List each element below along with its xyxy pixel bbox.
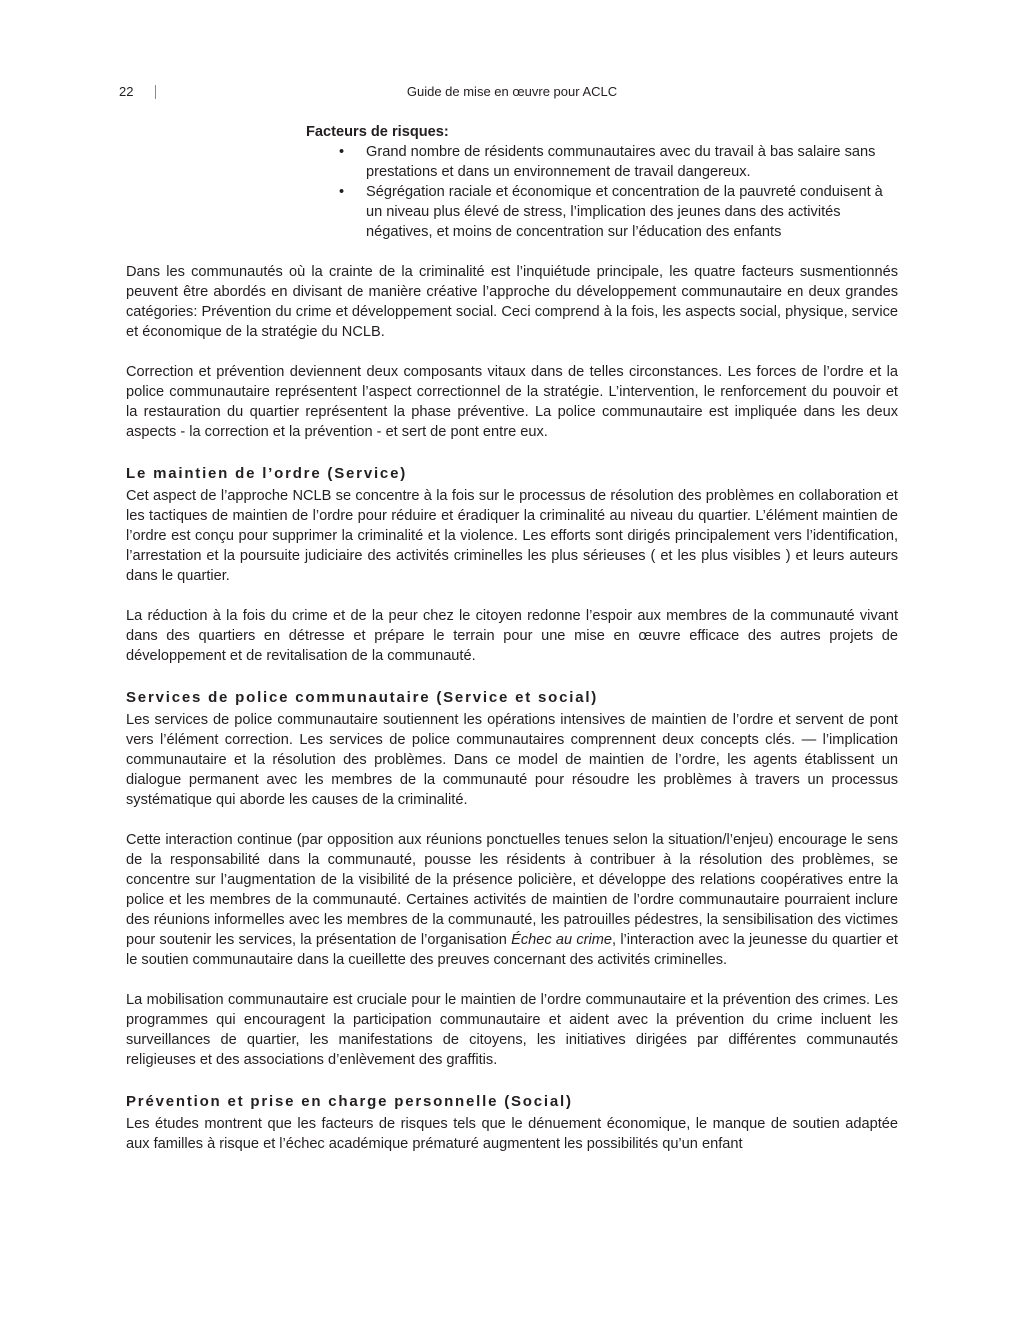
section-paragraph: Cet aspect de l’approche NCLB se concentre à la fois sur le processus de résolution des problèmes en collaboration et les tactiques de maintien de l’ordre pour réduire et éradiquer la criminalité au niveau du quartier. L’élément maintien de l’ordre est conçu pour supprimer la criminalité et la violence. Les efforts sont dirigés principalement vers l’identification, l’arrestation et la poursuite judiciaire des activités criminelles les plus sérieuses ( et les plus visibles ) et leurs auteurs dans le quartier. [126, 488, 898, 584]
page-number: 22 [119, 84, 134, 99]
section-heading-prevention: Prévention et prise en charge personnelle (Social) [126, 1093, 573, 1110]
section-paragraph: La mobilisation communautaire est cruciale pour le maintien de l’ordre communautaire et la prévention des crimes. Les programmes qui encouragent la participation communautaire et aident avec la prévention du crime incluent les surveillances de quartier, les manifestations de citoyens, les initiatives dirigées par différentes communautés religieuses et des associations d’enlèvement des graffitis. [126, 992, 898, 1068]
paragraph-text: , l’interaction avec la jeunesse du quartier et le soutien communautaire dans la cueillette des preuves concernant des activités criminelles. [126, 932, 898, 968]
page-content [126, 122, 898, 1174]
bullet-icon: • [339, 144, 345, 160]
section-heading-police: Services de police communautaire (Service et social) [126, 689, 599, 706]
list-item [306, 182, 898, 242]
intro-paragraph: Correction et prévention deviennent deux composants vitaux dans de telles circonstances. Les forces de l’ordre et la police communautaire représentent l’aspect correctionnel de la stratégie. L’intervention, le renforcement du pouvoir et la restauration du quartier représentent la phase préventive. La police communautaire est impliquée dans les deux aspects - la correction et la prévention - et sert de pont entre eux. [126, 364, 898, 440]
section-paragraph: Les services de police communautaire soutiennent les opérations intensives de maintien de l’ordre et servent de pont vers l’élément correction. Les services de police communautaires comprennent deux concepts clés. — l’implication communautaire et la résolution des problèmes. Dans ce model de maintien de l’ordre, les agents établissent un dialogue permanent avec les membres de la communauté pour résoudre les problèmes à travers un processus systématique qui aborde les causes de la criminalité. [126, 712, 898, 808]
page-header [0, 84, 1024, 104]
section-paragraph: Les études montrent que les facteurs de risques tels que le dénuement économique, le manque de soutien adaptée aux familles à risque et l’échec académique prématuré augmentent les possibilités qu’un enfant [126, 1116, 898, 1152]
list-item-text: Grand nombre de résidents communautaires avec du travail à bas salaire sans prestations et dans un environnement de travail dangereux. [366, 144, 876, 180]
risk-factors-title: Facteurs de risques: [306, 124, 449, 140]
bullet-icon: • [339, 184, 345, 200]
section-heading-order: Le maintien de l’ordre (Service) [126, 465, 408, 482]
risk-factors-block [306, 122, 898, 242]
list-item-text: Ségrégation raciale et économique et concentration de la pauvreté conduisent à un niveau plus élevé de stress, l’implication des jeunes dans des activités négatives, et moins de concentration sur l’éducation des enfants [366, 184, 883, 240]
italic-organization-name: Échec au crime [511, 932, 613, 948]
running-title: Guide de mise en œuvre pour ACLC [406, 84, 618, 99]
paragraph-text: Cette interaction continue (par opposition aux réunions ponctuelles tenues selon la situation/l’enjeu) encourage le sens de la responsabilité dans la communauté, pousse les résidents à contribuer à la résolution des problèmes, se concentre sur l’augmentation de la visibilité de la présence policière, et développe des relations coopératives entre la police et les membres de la communauté. Certaines activités de maintien de l’ordre communautaire pourraient inclure des réunions informelles avec les membres de la communauté, les patrouilles pédestres, la sensibilisation des victimes pour soutenir les services, la présentation de l’organisation [126, 832, 898, 948]
list-item [306, 142, 898, 182]
spacer [126, 242, 898, 262]
intro-paragraph: Dans les communautés où la crainte de la criminalité est l’inquiétude principale, les quatre facteurs susmentionnés peuvent être abordés en divisant de manière créative l’approche du développement communautaire en deux grandes catégories: Prévention du crime et développement social. Ceci comprend à la fois, les aspects social, physique, service et économique de la stratégie du NCLB. [126, 264, 898, 340]
risk-factors-list [306, 142, 898, 242]
section-paragraph: La réduction à la fois du crime et de la peur chez le citoyen redonne l’espoir aux membres de la communauté vivant dans des quartiers en détresse et prépare le terrain pour une mise en œuvre efficace des autres projets de développement et de revitalisation de la communauté. [126, 608, 898, 664]
section-paragraph [126, 830, 898, 970]
